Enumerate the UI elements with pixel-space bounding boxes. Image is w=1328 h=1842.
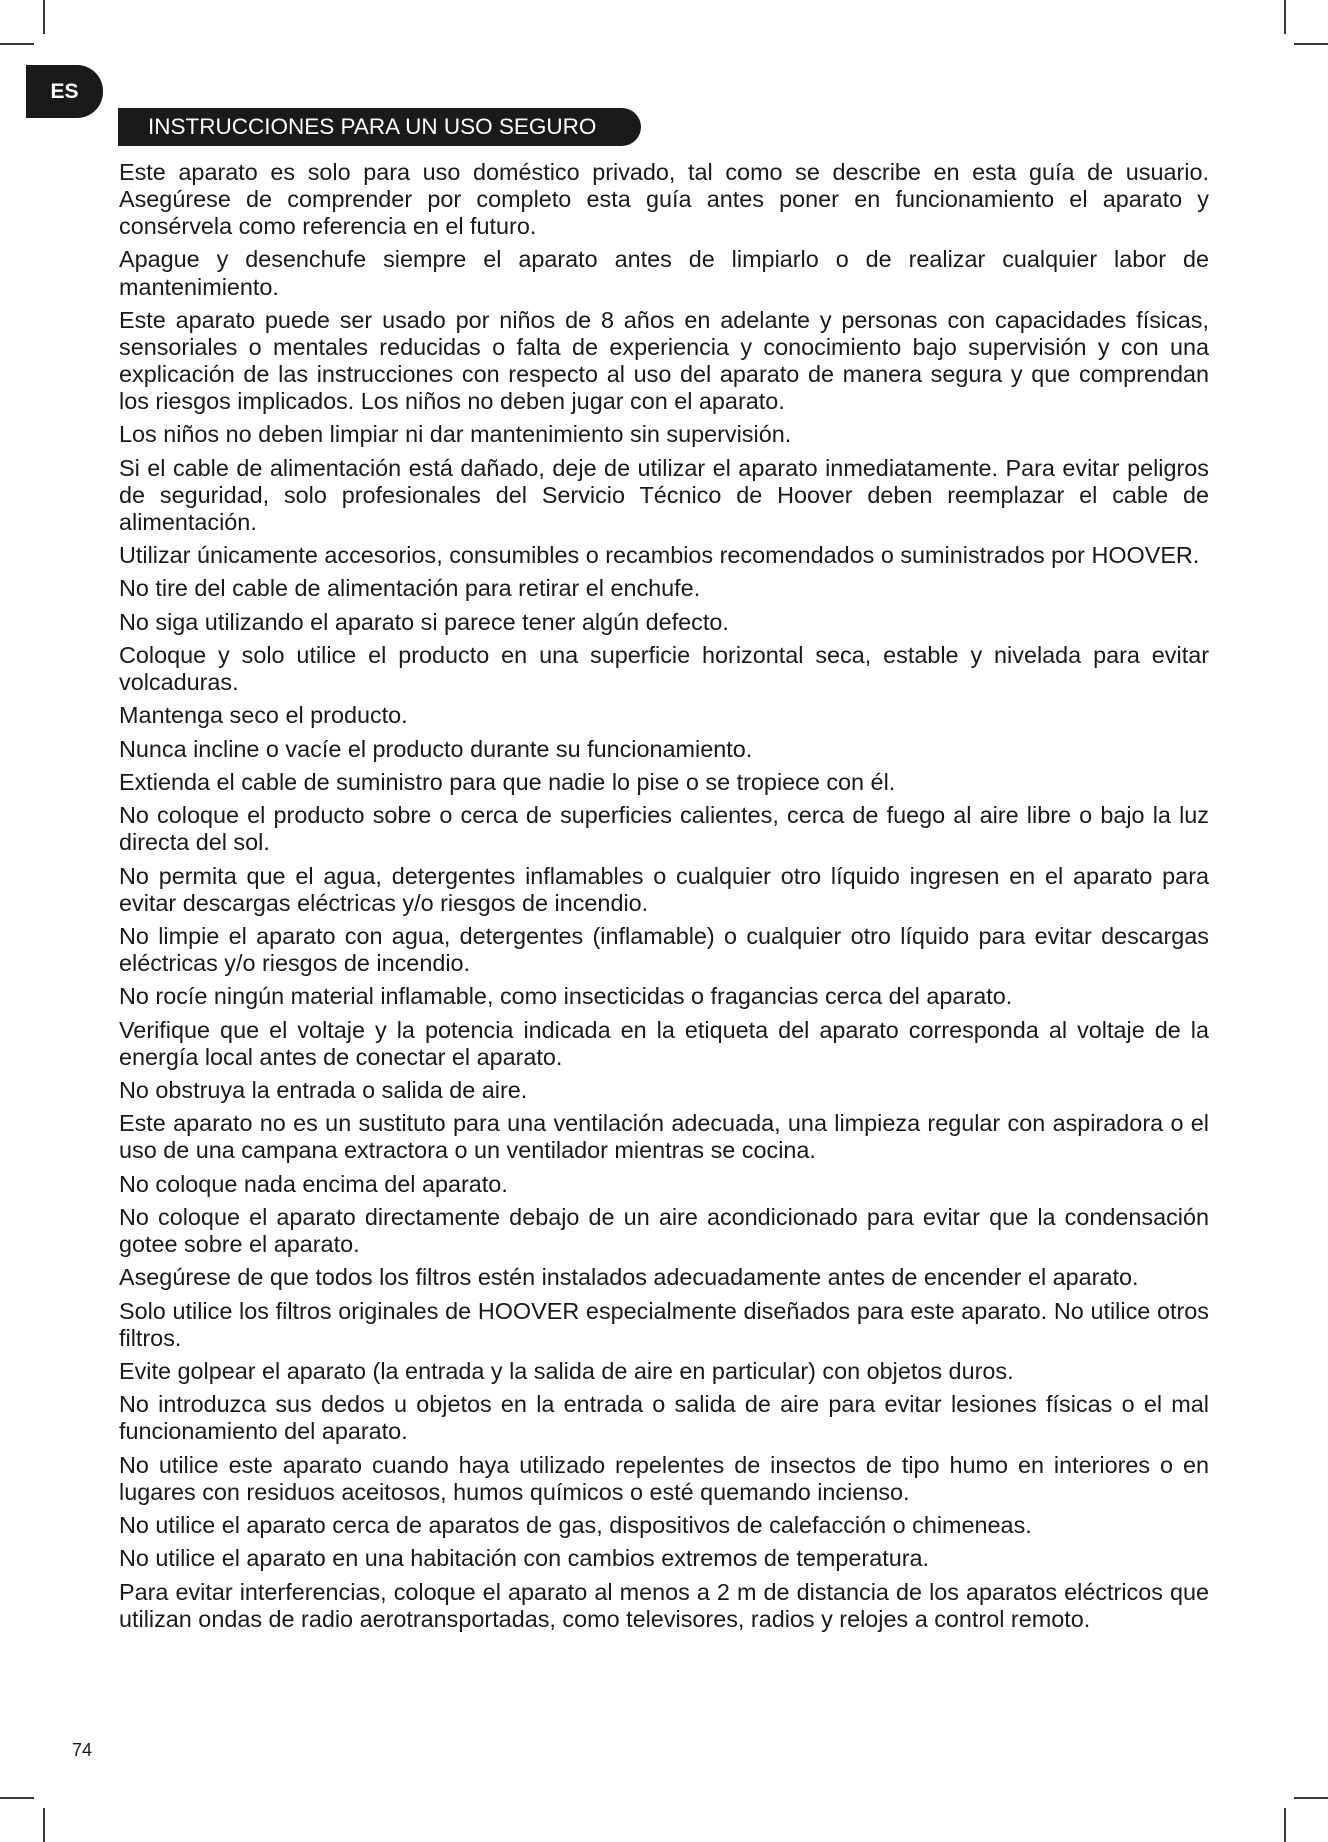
- crop-mark-bottom-left-vertical: [43, 1808, 45, 1842]
- instruction-paragraph: Si el cable de alimentación está dañado, deje de utilizar el aparato inmediatamente. Para evitar peligros de seguridad, solo profesionales del Servicio Técnico de Hoover deben reemplazar el cable de alimentación.: [119, 454, 1209, 535]
- instruction-paragraph: Verifique que el voltaje y la potencia indicada en la etiqueta del aparato corresponda al voltaje de la energía local antes de conectar el aparato.: [119, 1016, 1209, 1070]
- crop-mark-top-right-vertical: [1284, 0, 1286, 34]
- instruction-paragraph: No coloque nada encima del aparato.: [119, 1170, 508, 1197]
- instruction-paragraph: Este aparato puede ser usado por niños de 8 años en adelante y personas con capacidades físicas, sensoriales o mentales reducidas o falta de experiencia y conocimiento bajo supervisión y con una explicación de las instrucciones con respecto al uso del aparato de manera segura y que comprendan los riesgos implicados. Los niños no deben jugar con el aparato.: [119, 306, 1209, 415]
- instruction-paragraph: Nunca incline o vacíe el producto durante su funcionamiento.: [119, 735, 753, 762]
- language-tab: ES: [26, 65, 103, 118]
- crop-mark-bottom-right-horizontal: [1294, 1797, 1328, 1799]
- instruction-paragraph: No utilice este aparato cuando haya utilizado repelentes de insectos de tipo humo en interiores o en lugares con residuos aceitosos, humos químicos o esté quemando incienso.: [119, 1451, 1209, 1505]
- crop-mark-bottom-left-horizontal: [0, 1797, 34, 1799]
- instruction-paragraph: No coloque el aparato directamente debajo de un aire acondicionado para evitar que la condensación gotee sobre el aparato.: [119, 1203, 1209, 1258]
- section-title: INSTRUCCIONES PARA UN USO SEGURO: [118, 108, 641, 146]
- instruction-paragraph: Apague y desenchufe siempre el aparato antes de limpiarlo o de realizar cualquier labor de mantenimiento.: [119, 246, 1209, 300]
- instruction-paragraph: Utilizar únicamente accesorios, consumibles o recambios recomendados o suministrados por HOOVER.: [119, 542, 1200, 569]
- instruction-paragraph: Asegúrese de que todos los filtros estén instalados adecuadamente antes de encender el aparato.: [119, 1264, 1139, 1291]
- instruction-paragraph: No rocíe ningún material inflamable, como insecticidas o fragancias cerca del aparato.: [119, 983, 1013, 1010]
- instruction-paragraph: No siga utilizando el aparato si parece tener algún defecto.: [119, 608, 729, 635]
- instruction-paragraph: Mantenga seco el producto.: [119, 702, 408, 729]
- instruction-paragraph: No coloque el producto sobre o cerca de superficies calientes, cerca de fuego al aire libre o bajo la luz directa del sol.: [119, 802, 1209, 856]
- crop-mark-top-left-horizontal: [0, 43, 34, 45]
- instruction-paragraph: Para evitar interferencias, coloque el aparato al menos a 2 m de distancia de los aparatos eléctricos que utilizan ondas de radio aerotransportadas, como televisores, radios y relojes a control remoto.: [119, 1578, 1209, 1632]
- instruction-paragraph: Extienda el cable de suministro para que nadie lo pise o se tropiece con él.: [119, 768, 896, 795]
- instruction-paragraph: No permita que el agua, detergentes inflamables o cualquier otro líquido ingresen en el aparato para evitar descargas eléctricas y/o riesgos de incendio.: [119, 862, 1209, 916]
- instruction-paragraph: No obstruya la entrada o salida de aire.: [119, 1077, 528, 1103]
- instruction-paragraph: Este aparato es solo para uso doméstico privado, tal como se describe en esta guía de usuario. Asegúrese de comprender por completo esta guía antes poner en funcionamiento el aparato y consérvela como referencia en el futuro.: [119, 159, 1209, 240]
- instructions-body: [119, 159, 1209, 1639]
- crop-mark-top-right-horizontal: [1294, 43, 1328, 45]
- instruction-paragraph: No utilice el aparato cerca de aparatos de gas, dispositivos de calefacción o chimeneas.: [119, 1512, 1032, 1538]
- instruction-paragraph: No limpie el aparato con agua, detergentes (inflamable) o cualquier otro líquido para evitar descargas eléctricas y/o riesgos de incendio.: [119, 922, 1209, 977]
- instruction-paragraph: Solo utilice los filtros originales de HOOVER especialmente diseñados para este aparato. No utilice otros filtros.: [119, 1297, 1209, 1351]
- page-number: 74: [72, 1740, 93, 1760]
- instruction-paragraph: No utilice el aparato en una habitación con cambios extremos de temperatura.: [119, 1545, 930, 1572]
- instruction-paragraph: Este aparato no es un sustituto para una ventilación adecuada, una limpieza regular con aspiradora o el uso de una campana extractora o un ventilador mientras se cocina.: [119, 1110, 1209, 1164]
- instruction-paragraph: Coloque y solo utilice el producto en una superficie horizontal seca, estable y nivelada para evitar volcaduras.: [119, 642, 1209, 696]
- instruction-paragraph: Evite golpear el aparato (la entrada y la salida de aire en particular) con objetos duros.: [119, 1357, 1014, 1384]
- crop-mark-top-left-vertical: [43, 0, 45, 34]
- crop-mark-bottom-right-vertical: [1284, 1808, 1286, 1842]
- instruction-paragraph: No introduzca sus dedos u objetos en la entrada o salida de aire para evitar lesiones físicas o el mal funcionamiento del aparato.: [119, 1391, 1209, 1445]
- instruction-paragraph: No tire del cable de alimentación para retirar el enchufe.: [119, 575, 701, 602]
- instruction-paragraph: Los niños no deben limpiar ni dar mantenimiento sin supervisión.: [119, 421, 792, 448]
